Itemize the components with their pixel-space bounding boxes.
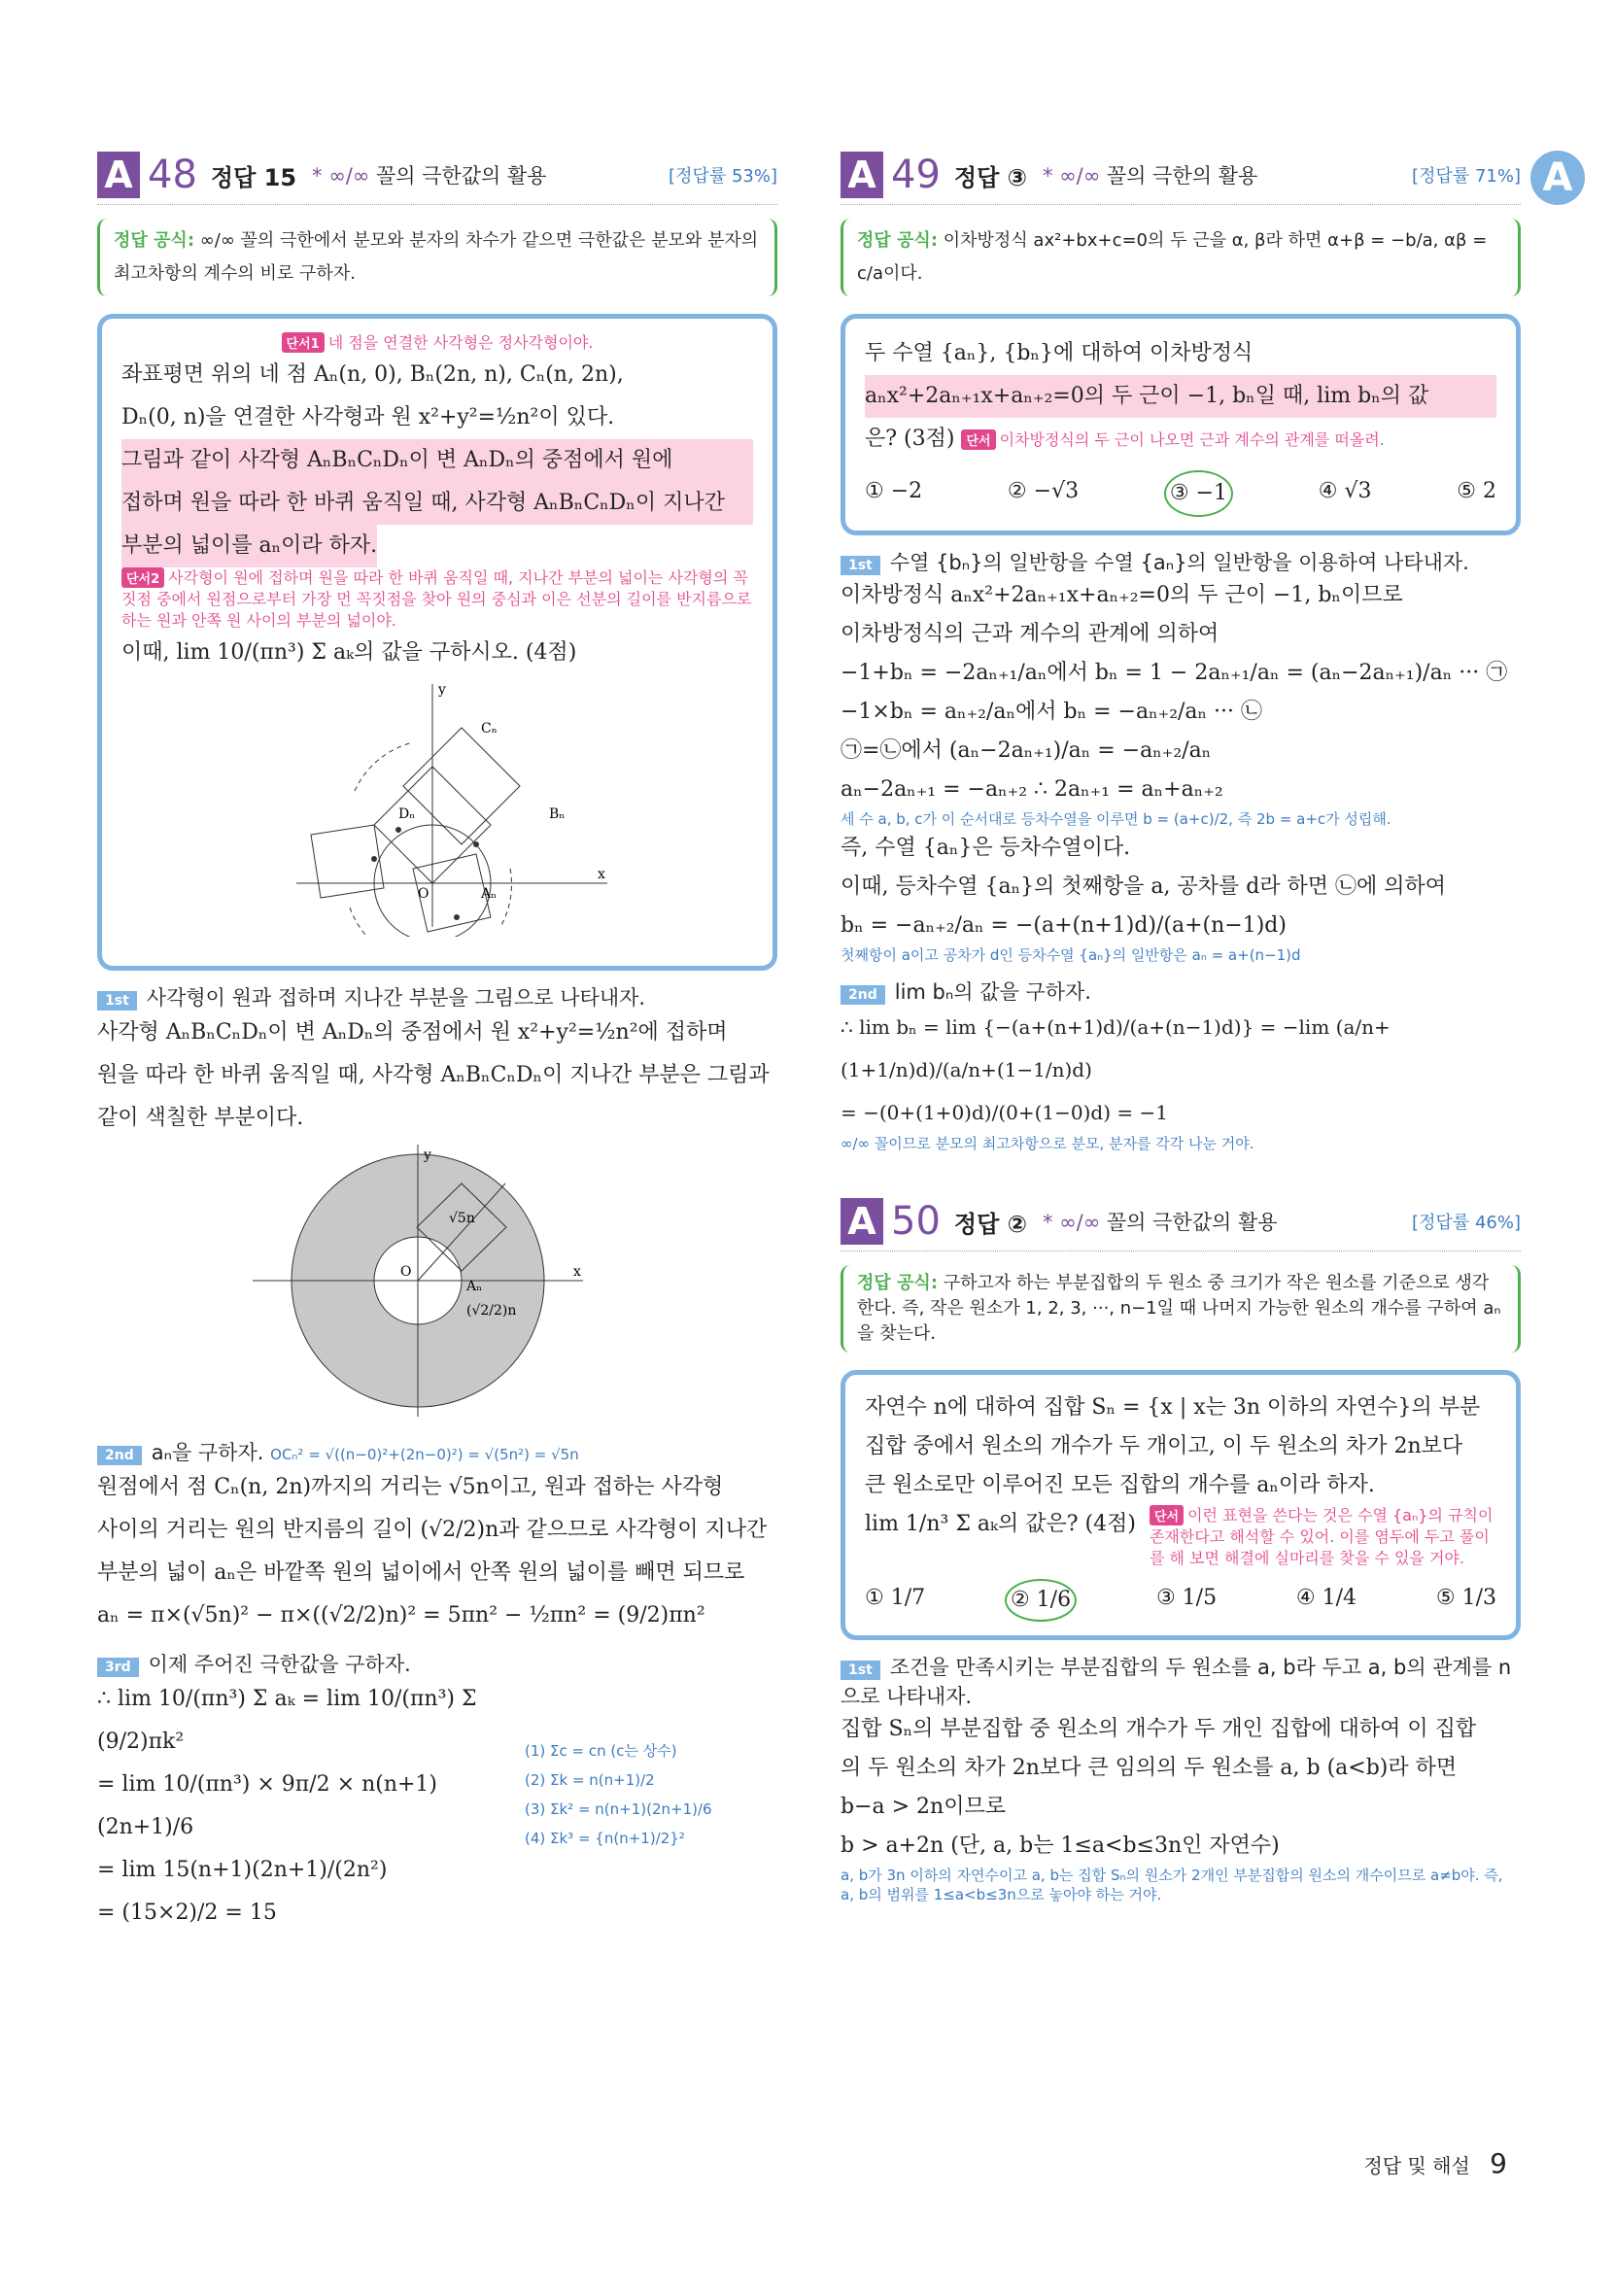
fig-c-label: Cₙ	[481, 721, 498, 737]
sol-line: = lim 15(n+1)(2n+1)/(2n²)	[97, 1858, 388, 1882]
hint-tag: 단서1	[282, 332, 325, 353]
q48-line6: 이때, lim 10/(πn³) Σ aₖ의 값을 구하시오. (4점)	[121, 640, 577, 665]
q48-hint1	[121, 332, 753, 354]
hint-text: 이런 표현을 쓴다는 것은 수열 {aₙ}의 규칙이 존재한다고 해석할 수 있어. 이를 염두에 두고 풀이를 해 보면 해결에 실마리를 찾을 수 있을 거야.	[1149, 1506, 1494, 1567]
step-text: aₙ을 구하자.	[151, 1441, 264, 1464]
q49-line2: aₙx²+2aₙ₊₁x+aₙ₊₂=0의 두 근이 −1, bₙ일 때, lim bₙ의 값	[865, 375, 1496, 418]
sol-line: ∴ lim 10/(πn³) Σ aₖ = lim 10/(πn³) Σ (9/2)πk²	[97, 1687, 477, 1754]
q48-solution2	[97, 1466, 777, 1637]
hint-tag: 단서	[1150, 1505, 1184, 1525]
question-48	[97, 146, 777, 1935]
q50-formula	[841, 1265, 1521, 1353]
sol-line: 이차방정식의 근과 계수의 관계에 의하여	[841, 622, 1219, 646]
fig2-origin-label: O	[400, 1264, 412, 1280]
formula-label: 정답 공식:	[857, 230, 939, 251]
q50-line1: 자연수 n에 대하여 집합 Sₙ = {x | x는 3n 이하의 자연수}의 부분	[865, 1395, 1481, 1420]
q50-line3: 큰 원소로만 이루어진 모든 집합의 개수를 aₙ이라 하자.	[865, 1473, 1375, 1497]
step-tag: 1st	[841, 556, 880, 575]
q48-topic-text: 꼴의 극한값의 활용	[375, 164, 547, 188]
section-badge: A	[1530, 151, 1585, 205]
q49-line3: 은? (3점)	[865, 427, 955, 451]
sum-note: (4) Σk³ = {n(n+1)/2}²	[525, 1830, 685, 1847]
choice-5[interactable]: ⑤ 1/3	[1435, 1586, 1496, 1610]
sol-line: 원을 따라 한 바퀴 움직일 때, 사각형 AₙBₙCₙDₙ이 지나간 부분은 그림과	[97, 1063, 770, 1087]
sol-note: 세 수 a, b, c가 이 순서대로 등차수열을 이루면 b = (a+c)/2, 즉 2b = a+c가 성립해.	[841, 810, 1391, 828]
q48-sum-notes	[525, 1678, 712, 1935]
q50-topic-text: 꼴의 극한값의 활용	[1106, 1211, 1278, 1234]
step-text: 사각형이 원과 접하며 지나간 부분을 그림으로 나타내자.	[146, 986, 646, 1010]
page-footer	[1363, 2147, 1507, 2179]
q48-solution1	[97, 1011, 777, 1140]
q49-question-box	[841, 314, 1521, 535]
q49-solution2	[841, 1006, 1521, 1153]
sol-line: 즉, 수열 {aₙ}은 등차수열이다.	[841, 836, 1131, 860]
q50-rate: [정답률 46%]	[1412, 1213, 1521, 1233]
sol-line: −1+bₙ = −2aₙ₊₁/aₙ에서 bₙ = 1 − 2aₙ₊₁/aₙ = (aₙ−2aₙ₊₁)/aₙ ··· ㉠	[841, 661, 1508, 685]
formula-label: 정답 공식:	[114, 230, 195, 251]
q50-line4-row	[865, 1505, 1496, 1569]
question-50	[841, 1192, 1521, 1904]
step-note: OCₙ² = √((n−0)²+(2n−0)²) = √(5n²) = √5n	[270, 1446, 579, 1463]
fig-b-label: Bₙ	[549, 806, 566, 822]
hint-tag: 단서	[961, 429, 995, 450]
star-icon: * ∞/∞	[1042, 1211, 1107, 1234]
choice-3-correct[interactable]: ③ −1	[1164, 470, 1233, 517]
q49-formula	[841, 219, 1521, 296]
sum-note: (2) Σk = n(n+1)/2	[525, 1771, 655, 1789]
sol-line: −1×bₙ = aₙ₊₂/aₙ에서 bₙ = −aₙ₊₂/aₙ ··· ㉡	[841, 700, 1263, 724]
hint-tag: 단서2	[121, 567, 164, 588]
sol-line: 이때, 등차수열 {aₙ}의 첫째항을 a, 공차를 d라 하면 ㉡에 의하여	[841, 874, 1447, 899]
sol-note: ∞/∞ 꼴이므로 분모의 최고차항으로 분모, 분자를 각각 나눈 거야.	[841, 1135, 1254, 1152]
q49-step2	[841, 977, 1521, 1006]
step-text: 이제 주어진 극한값을 구하자.	[148, 1653, 411, 1676]
q50-step1	[841, 1652, 1521, 1710]
q50-level-box: A	[841, 1198, 883, 1245]
q49-line1: 두 수열 {aₙ}, {bₙ}에 대하여 이차방정식	[865, 341, 1253, 365]
sol-note: a, b가 3n 이하의 자연수이고 a, b는 집합 Sₙ의 원소가 2개인 부분집합의 원소의 개수이므로 a≠b야. 즉, a, b의 범위를 1≤a<b≤3n으로 놓아야 하는 거야.	[841, 1867, 1503, 1903]
formula-label: 정답 공식:	[857, 1273, 939, 1293]
fig2-x-label: x	[573, 1264, 581, 1280]
fig2-radius-label: √5n	[449, 1211, 475, 1226]
step-tag: 2nd	[841, 985, 885, 1005]
q50-line2: 집합 중에서 원소의 개수가 두 개이고, 이 두 원소의 차가 2n보다	[865, 1434, 1463, 1458]
hint-text: 이차방정식의 두 근이 나오면 근과 계수의 관계를 떠올려.	[999, 430, 1385, 449]
choice-2[interactable]: ② −√3	[1007, 479, 1080, 503]
fig-y-label: y	[438, 682, 446, 698]
sol-line: = lim 10/(πn³) × 9π/2 × n(n+1)(2n+1)/6	[97, 1772, 438, 1839]
q48-number: 48	[148, 153, 197, 197]
sol-line: bₙ = −aₙ₊₂/aₙ = −(a+(n+1)d)/(a+(n−1)d)	[841, 913, 1287, 938]
sol-line: 부분의 넓이 aₙ은 바깥쪽 원의 넓이에서 안쪽 원의 넓이를 빼면 되므로	[97, 1560, 745, 1585]
step-text: 조건을 만족시키는 부분집합의 두 원소를 a, b라 두고 a, b의 관계를 n으로 나타내자.	[841, 1656, 1512, 1708]
q48-step3	[97, 1649, 777, 1678]
q49-level-box: A	[841, 152, 883, 198]
formula-text: 구하고자 하는 부분집합의 두 원소 중 크기가 작은 원소를 기준으로 생각한다. 즉, 작은 원소가 1, 2, 3, ···, n−1일 때 나머지 가능한 원소의 개수를 구하여 aₙ을 찾는다.	[857, 1273, 1501, 1344]
q49-rate: [정답률 71%]	[1412, 166, 1521, 187]
q48-level-box: A	[97, 152, 140, 198]
sol-note: 첫째항이 a이고 공차가 d인 등차수열 {aₙ}의 일반항은 aₙ = a+(n−1)d	[841, 946, 1301, 964]
q49-number: 49	[891, 153, 941, 197]
footer-label: 정답 및 해설	[1363, 2154, 1470, 2177]
fig2-a-label: Aₙ	[466, 1279, 483, 1294]
sol-line: 의 두 원소의 차가 2n보다 큰 임의의 두 원소를 a, b (a<b)라 하면	[841, 1756, 1458, 1780]
q48-line4: 접하며 원을 따라 한 바퀴 움직일 때, 사각형 AₙBₙCₙDₙ이 지나간	[121, 482, 753, 525]
sol-line: 원점에서 점 Cₙ(n, 2n)까지의 거리는 √5n이고, 원과 접하는 사각형	[97, 1475, 724, 1499]
q49-choices	[865, 470, 1496, 517]
q49-answer: 정답 ③	[953, 163, 1027, 191]
q48-figure2	[97, 1140, 729, 1422]
sol-line: ㉠=㉡에서 (aₙ−2aₙ₊₁)/aₙ = −aₙ₊₂/aₙ	[841, 738, 1212, 763]
q48-line5: 부분의 넓이를 aₙ이라 하자.	[121, 525, 377, 567]
fig2-half-label: (√2/2)n	[466, 1303, 517, 1319]
step-tag: 1st	[97, 991, 137, 1011]
choice-1[interactable]: ① 1/7	[865, 1586, 926, 1610]
q48-formula	[97, 219, 777, 296]
sol-line: aₙ−2aₙ₊₁ = −aₙ₊₂ ∴ 2aₙ₊₁ = aₙ+aₙ₊₂	[841, 777, 1223, 802]
q50-solution	[841, 1710, 1521, 1904]
sol-line: 이차방정식 aₙx²+2aₙ₊₁x+aₙ₊₂=0의 두 근이 −1, bₙ이므로	[841, 583, 1403, 607]
formula-text: 이차방정식 ax²+bx+c=0의 두 근을 α, β라 하면 α+β = −b/a, αβ = c/a이다.	[857, 230, 1488, 284]
q48-figure	[121, 674, 753, 937]
page-number: 9	[1490, 2147, 1507, 2179]
q50-header	[841, 1192, 1521, 1251]
q50-choices	[865, 1579, 1496, 1622]
hint-text: 네 점을 연결한 사각형은 정사각형이야.	[327, 333, 594, 352]
choice-4[interactable]: ④ √3	[1318, 479, 1372, 503]
q48-line1: 좌표평면 위의 네 점 Aₙ(n, 0), Bₙ(2n, n), Cₙ(n, 2n),	[121, 362, 624, 387]
q48-hint2	[121, 567, 753, 632]
sol-line: b > a+2n (단, a, b는 1≤a<b≤3n인 자연수)	[841, 1833, 1280, 1858]
choice-2-correct[interactable]: ② 1/6	[1005, 1579, 1077, 1622]
formula-text: ∞/∞ 꼴의 극한에서 분모와 분자의 차수가 같으면 극한값은 분모와 분자의 최고차항의 계수의 비로 구하자.	[114, 230, 759, 284]
q49-topic-text: 꼴의 극한의 활용	[1106, 164, 1258, 188]
choice-5[interactable]: ⑤ 2	[1457, 479, 1496, 503]
q49-solution	[841, 576, 1521, 965]
step-tag: 1st	[841, 1661, 880, 1680]
fig-origin-label: O	[418, 886, 429, 902]
fig-d-label: Dₙ	[398, 806, 416, 822]
step-text: lim bₙ의 값을 구하자.	[894, 980, 1091, 1004]
q48-sol3-lines	[97, 1678, 525, 1935]
q50-line4: lim 1/n³ Σ aₖ의 값은? (4점)	[865, 1512, 1136, 1536]
question-49	[841, 146, 1521, 1904]
star-icon: * ∞/∞	[1042, 164, 1107, 188]
q49-topic	[1043, 160, 1257, 189]
sum-note: (1) Σc = cn (c는 상수)	[525, 1742, 677, 1760]
choice-1[interactable]: ① −2	[865, 479, 923, 503]
q50-question-box	[841, 1370, 1521, 1640]
sol-line: 사각형 AₙBₙCₙDₙ이 변 AₙDₙ의 중점에서 원 x²+y²=½n²에 접하며	[97, 1020, 728, 1045]
q50-answer: 정답 ②	[953, 1210, 1027, 1238]
sol-line: aₙ = π×(√5n)² − π×((√2/2)n)² = 5πn² − ½πn² = (9/2)πn²	[97, 1603, 705, 1628]
q48-question-box	[97, 314, 777, 971]
sol-line: 같이 색칠한 부분이다.	[97, 1106, 304, 1130]
q49-line3-row	[865, 418, 1496, 461]
q50-number: 50	[891, 1199, 941, 1244]
sol-line: 집합 Sₙ의 부분집합 중 원소의 개수가 두 개인 집합에 대하여 이 집합	[841, 1717, 1477, 1741]
step-tag: 2nd	[97, 1446, 142, 1465]
fig-x-label: x	[598, 867, 605, 882]
sol-line: b−a > 2n이므로	[841, 1795, 1006, 1819]
q49-header	[841, 146, 1521, 205]
sol-line: = −(0+(1+0)d)/(0+(1−0)d) = −1	[841, 1101, 1168, 1124]
q48-line3: 그림과 같이 사각형 AₙBₙCₙDₙ이 변 AₙDₙ의 중점에서 원에	[121, 439, 753, 482]
q48-solution3	[97, 1678, 777, 1935]
q48-step2	[97, 1437, 777, 1466]
hint-text: 사각형이 원에 접하며 원을 따라 한 바퀴 움직일 때, 지나간 부분의 넓이는 사각형의 꼭짓점 중에서 원점으로부터 가장 먼 꼭짓점을 찾아 원의 중심과 이은 선분의 길이를 반지름으로 하는 원과 안쪽 원 사이의 부분의 넓이야.	[121, 568, 752, 630]
q48-topic	[312, 160, 547, 189]
q49-step1	[841, 547, 1521, 576]
q50-topic	[1043, 1207, 1278, 1236]
q48-header	[97, 146, 777, 205]
choice-4[interactable]: ④ 1/4	[1295, 1586, 1357, 1610]
q48-rate: [정답률 53%]	[669, 166, 777, 187]
star-icon: * ∞/∞	[312, 164, 376, 188]
fig2-y-label: y	[424, 1148, 431, 1163]
sol-line: = (15×2)/2 = 15	[97, 1901, 277, 1925]
step-text: 수열 {bₙ}의 일반항을 수열 {aₙ}의 일반항을 이용하여 나타내자.	[889, 551, 1469, 574]
q48-answer: 정답 15	[210, 163, 297, 191]
step-tag: 3rd	[97, 1658, 139, 1677]
q48-line2: Dₙ(0, n)을 연결한 사각형과 원 x²+y²=½n²이 있다.	[121, 405, 615, 429]
choice-3[interactable]: ③ 1/5	[1155, 1586, 1218, 1610]
sol-line: 사이의 거리는 원의 반지름의 길이 (√2/2)n과 같으므로 사각형이 지나간	[97, 1518, 768, 1542]
sum-note: (3) Σk² = n(n+1)(2n+1)/6	[525, 1800, 712, 1818]
q48-step1	[97, 982, 777, 1011]
fig-a-label: Aₙ	[481, 886, 498, 902]
sol-line: ∴ lim bₙ = lim {−(a+(n+1)d)/(a+(n−1)d)} = −lim (a/n+(1+1/n)d)/(a/n+(1−1/n)d)	[841, 1015, 1391, 1081]
